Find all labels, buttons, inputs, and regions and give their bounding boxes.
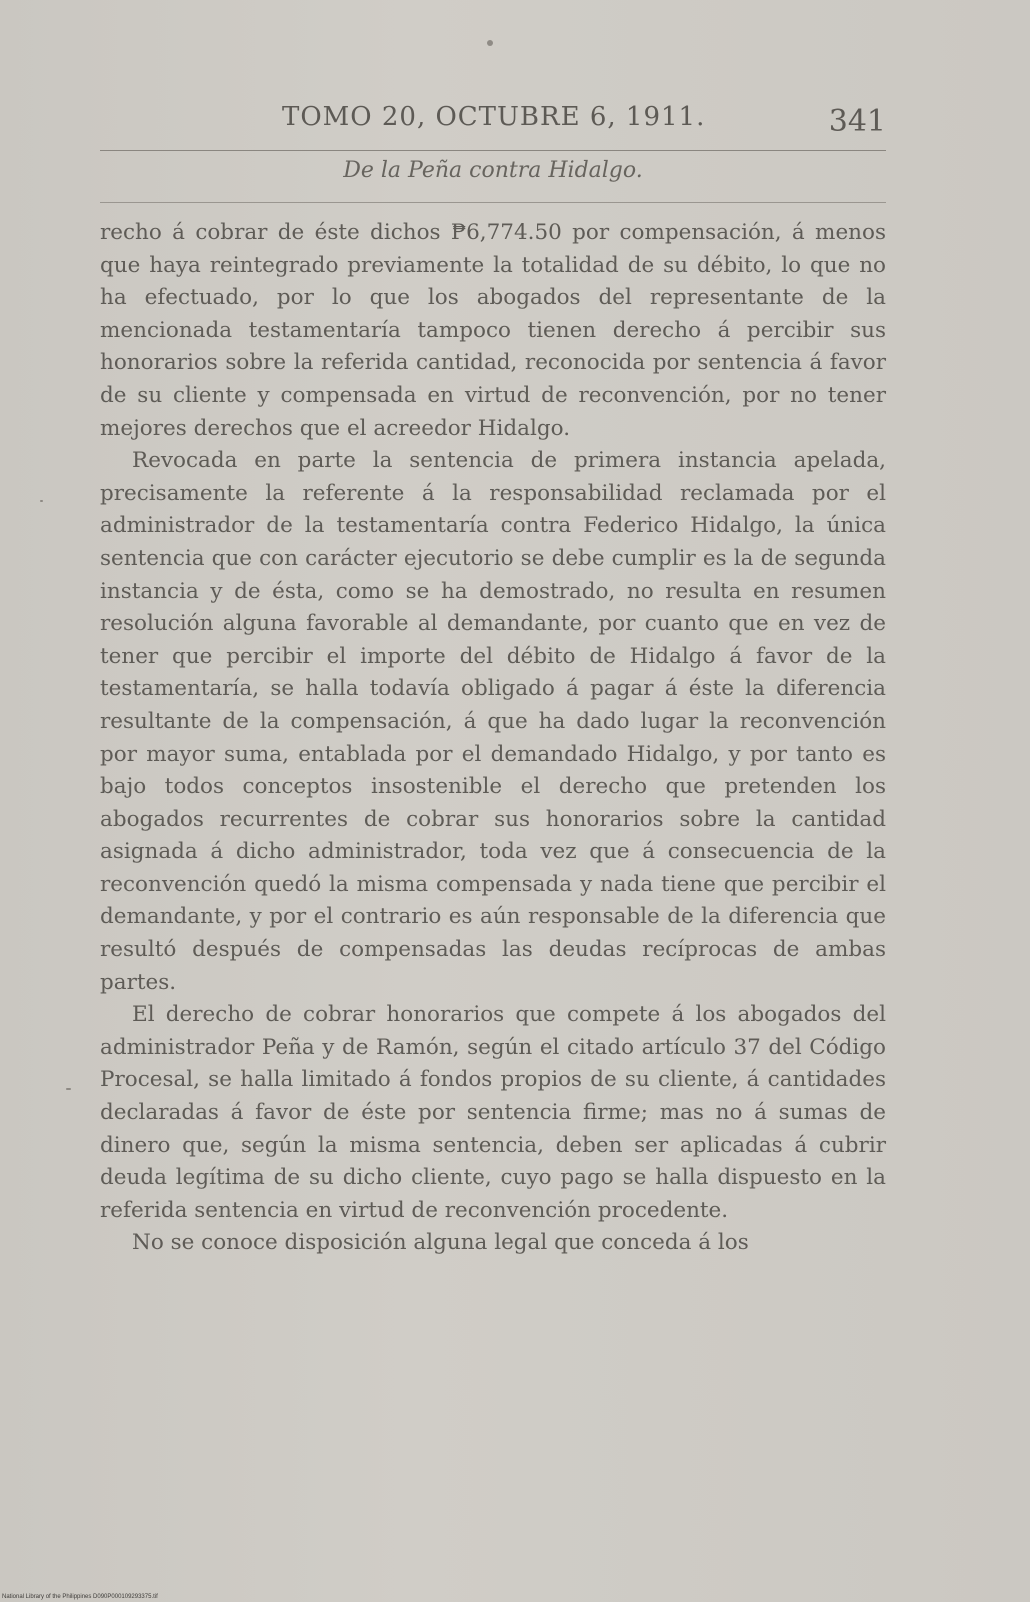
scan-credit: National Library of the Philippines D090P000109293375.tif <box>2 1594 158 1600</box>
subtitle-rule <box>100 202 886 203</box>
paragraph-revocada: Revocada en parte la sentencia de primera instancia apelada, precisamente la referente á la responsabilidad reclamada por el administrador de la testamentaría contra Federico Hidalgo, la única sentencia que con carácter ejecutorio se debe cumplir es la de segunda instancia y de ésta, como se ha demostrado, no resulta en resumen resolución alguna favorable al demandante, por cuanto que en vez de tener que percibir el importe del débito de Hidalgo á favor de la testamentaría, se halla todavía obligado á pagar á éste la diferencia resultante de la compensación, á que ha dado lugar la reconvención por mayor suma, entablada por el demandado Hidalgo, y por tanto es bajo todos conceptos insostenible el derecho que pretenden los abogados recurrentes de cobrar sus honorarios sobre la cantidad asignada á dicho administrador, toda vez que á consecuencia de la reconvención quedó la misma compensada y nada tiene que percibir el demandante, y por el contrario es aún responsable de la diferencia que resultó después de compensadas las deudas recíprocas de ambas partes. <box>100 448 886 995</box>
page-number: 341 <box>828 104 886 139</box>
volume-date-heading: TOMO 20, OCTUBRE 6, 1911. <box>282 102 706 132</box>
running-header <box>100 96 886 144</box>
scan-speck <box>66 1088 71 1090</box>
paragraph-no-se-conoce: No se conoce disposición alguna legal que conceda á los <box>132 1230 749 1256</box>
paragraph-derecho-honorarios: El derecho de cobrar honorarios que compete á los abogados del administrador Peña y de Ramón, según el citado artículo 37 del Código Procesal, se halla limitado á fondos propios de su cliente, á cantidades declaradas á favor de éste por sentencia firme; mas no á sumas de dinero que, según la misma sentencia, deben ser aplicadas á cubrir deuda legítima de su dicho cliente, cuyo pago se halla dispuesto en la referida sentencia en virtud de reconvención procedente. <box>100 1002 886 1223</box>
paragraph-continuation: recho á cobrar de éste dichos ₱6,774.50 por compensación, á menos que haya reintegrado previamente la totalidad de su débito, lo que no ha efectuado, por lo que los abogados del representante de la mencionada testamentaría tampoco tienen derecho á percibir sus honorarios sobre la referida cantidad, reconocida por sentencia á favor de su cliente y compensada en virtud de reconvención, por no tener mejores derechos que el acreedor Hidalgo. <box>100 220 886 441</box>
case-title: De la Peña contra Hidalgo. <box>343 158 643 183</box>
ink-dot <box>487 40 493 46</box>
header-rule <box>100 150 886 151</box>
scan-speck <box>40 500 43 502</box>
body-text <box>100 217 886 1260</box>
